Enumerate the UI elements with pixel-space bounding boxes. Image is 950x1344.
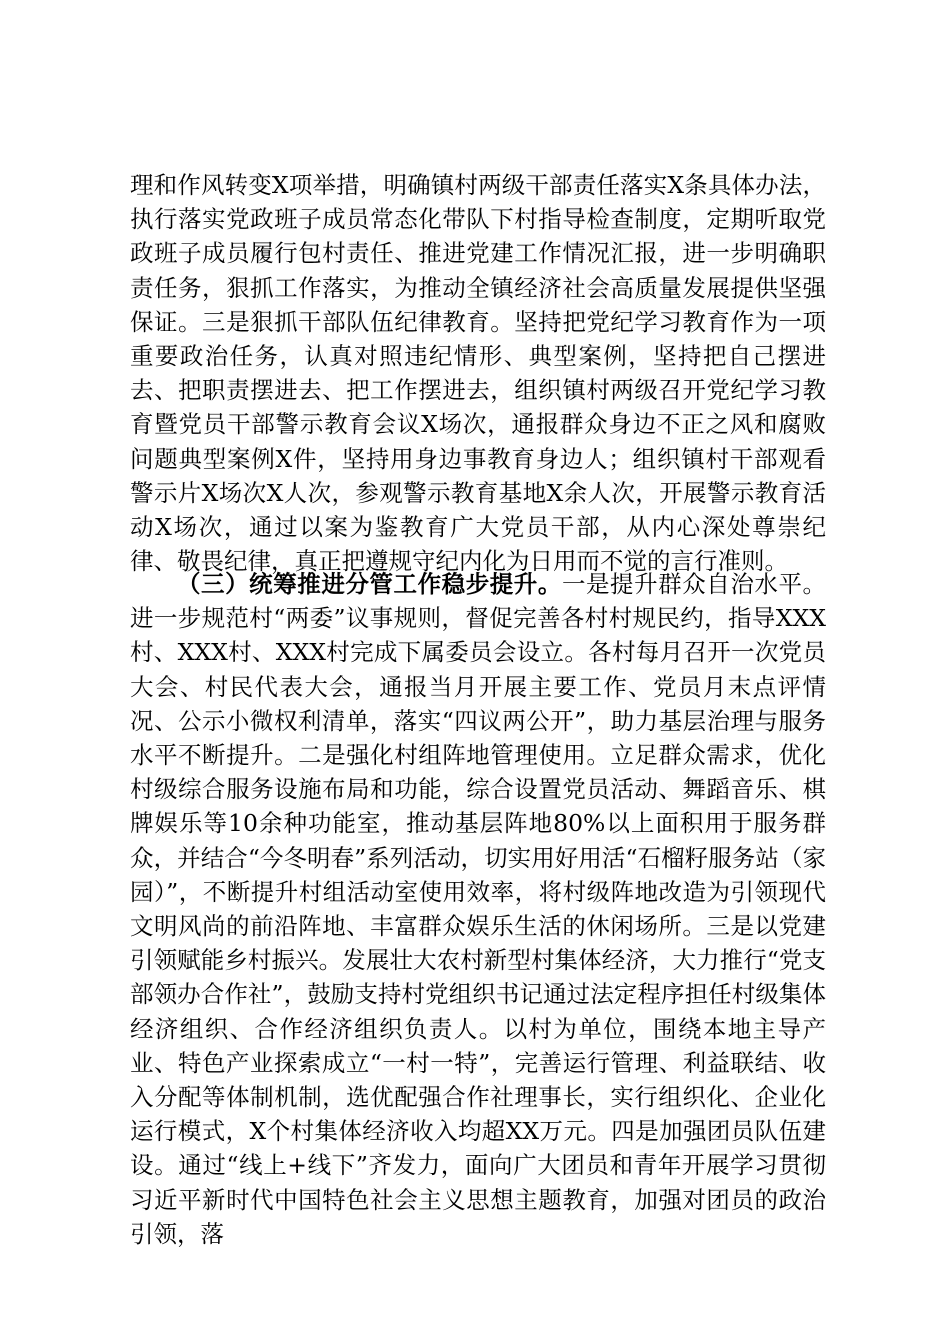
body-paragraph-1: 理和作风转变X项举措，明确镇村两级干部责任落实X条具体办法，执行落实党政班子成员常态化带队下村指导检查制度，定期听取党政班子成员履行包村责任、推进党建工作情况汇报，进一步明确职责任务，狠抓工作落实，为推动全镇经济社会高质量发展提供坚强保证。三是狠抓干部队伍纪律教育。坚持把党纪学习教育作为一项重要政治任务，认真对照违纪情形、典型案例，坚持把自己摆进去、把职责摆进去、把工作摆进去，组织镇村两级召开党纪学习教育暨党员干部警示教育会议X场次，通报群众身边不正之风和腐败问题典型案例X件，坚持用身边事教育身边人；组织镇村干部观看警示片X场次X人次，参观警示教育基地X余人次，开展警示教育活动X场次，通过以案为鉴教育广大党员干部，从内心深处尊崇纪律、敬畏纪律，真正把遵规守纪内化为日用而不觉的言行准则。 bbox=[130, 171, 826, 576]
section-heading: （三）统筹推进分管工作稳步提升。 bbox=[177, 570, 562, 598]
body-paragraph-2-text: 一是提升群众自治水平。进一步规范村“两委”议事规则，督促完善各村村规民约，指导XXX村、XXX村、XXX村完成下属委员会设立。各村每月召开一次党员大会、村民代表大会，通报当月开展主要工作、党员月末点评情况、公示小微权利清单，落实“四议两公开”，助力基层治理与服务水平不断提升。二是强化村组阵地管理使用。立足群众需求，优化村级综合服务设施布局和功能，综合设置党员活动、舞蹈音乐、棋牌娱乐等10余种功能室，推动基层阵地80%以上面积用于服务群众，并结合“今冬明春”系列活动，切实用好用活“石榴籽服务站（家园）”，不断提升村组活动室使用效率，将村级阵地改造为引领现代文明风尚的前沿阵地、丰富群众娱乐生活的休闲场所。三是以党建引领赋能乡村振兴。发展壮大农村新型村集体经济，大力推行“党支部领办合作社”，鼓励支持村党组织书记通过法定程序担任村级集体经济组织、合作经济组织负责人。以村为单位，围绕本地主导产业、特色产业探索成立“一村一特”，完善运行管理、利益联结、收入分配等体制机制，选优配强合作社理事长，实行组织化、企业化运行模式，X个村集体经济收入均超XX万元。四是加强团员队伍建设。通过“线上+线下”齐发力，面向广大团员和青年开展学习贯彻习近平新时代中国特色社会主义思想主题教育，加强对团员的政治引领，落 bbox=[130, 570, 827, 1248]
body-paragraph-2 bbox=[130, 567, 826, 1251]
